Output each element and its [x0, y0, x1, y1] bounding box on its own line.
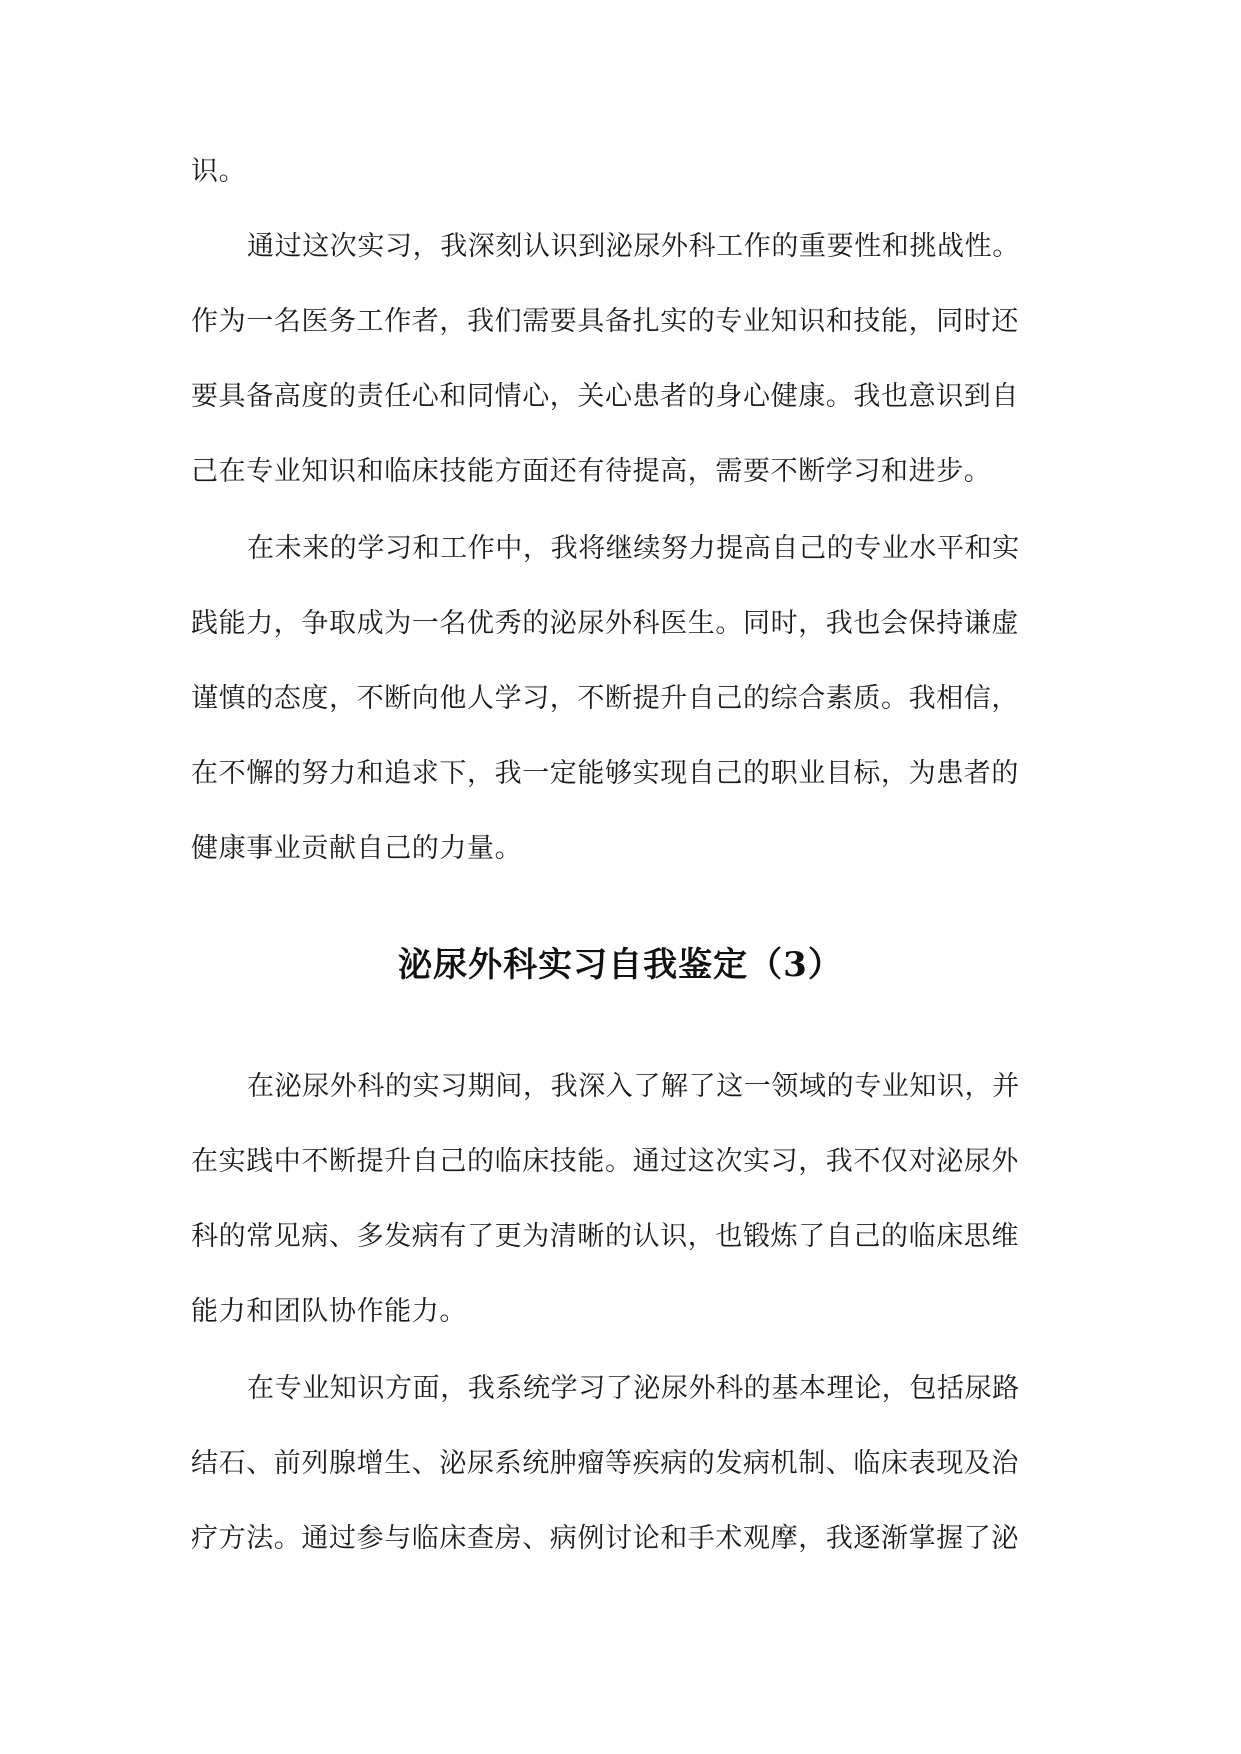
paragraph-start-line: 通过这次实习，我深刻认识到泌尿外科工作的重要性和挑战性。	[247, 231, 1020, 262]
paragraph-start-line: 在泌尿外科的实习期间，我深入了解了这一领域的专业知识，并	[247, 1071, 1020, 1102]
text-line: 结石、前列腺增生、泌尿系统肿瘤等疾病的发病机制、临床表现及治	[191, 1448, 1019, 1479]
text-line: 科的常见病、多发病有了更为清晰的认识，也锻炼了自己的临床思维	[191, 1221, 1019, 1252]
text-line: 在不懈的努力和追求下，我一定能够实现自己的职业目标，为患者的	[191, 758, 1019, 789]
text-line: 健康事业贡献自己的力量。	[191, 833, 523, 864]
text-line: 作为一名医务工作者，我们需要具备扎实的专业知识和技能，同时还	[191, 306, 1019, 337]
text-line: 在实践中不断提升自己的临床技能。通过这次实习，我不仅对泌尿外	[191, 1146, 1019, 1177]
section-title: 泌尿外科实习自我鉴定（3）	[398, 945, 843, 985]
text-line: 能力和团队协作能力。	[191, 1296, 467, 1327]
text-line: 识。	[191, 156, 247, 187]
text-line: 要具备高度的责任心和同情心，关心患者的身心健康。我也意识到自	[191, 381, 1019, 412]
text-line: 己在专业知识和临床技能方面还有待提高，需要不断学习和进步。	[191, 456, 992, 487]
paragraph-start-line: 在专业知识方面，我系统学习了泌尿外科的基本理论，包括尿路	[247, 1373, 1020, 1404]
text-line: 疗方法。通过参与临床查房、病例讨论和手术观摩，我逐渐掌握了泌	[191, 1523, 1019, 1554]
text-line: 践能力，争取成为一名优秀的泌尿外科医生。同时，我也会保持谦虚	[191, 608, 1019, 639]
text-line: 谨慎的态度，不断向他人学习，不断提升自己的综合素质。我相信，	[191, 683, 1019, 714]
paragraph-start-line: 在未来的学习和工作中，我将继续努力提高自己的专业水平和实	[247, 533, 1020, 564]
